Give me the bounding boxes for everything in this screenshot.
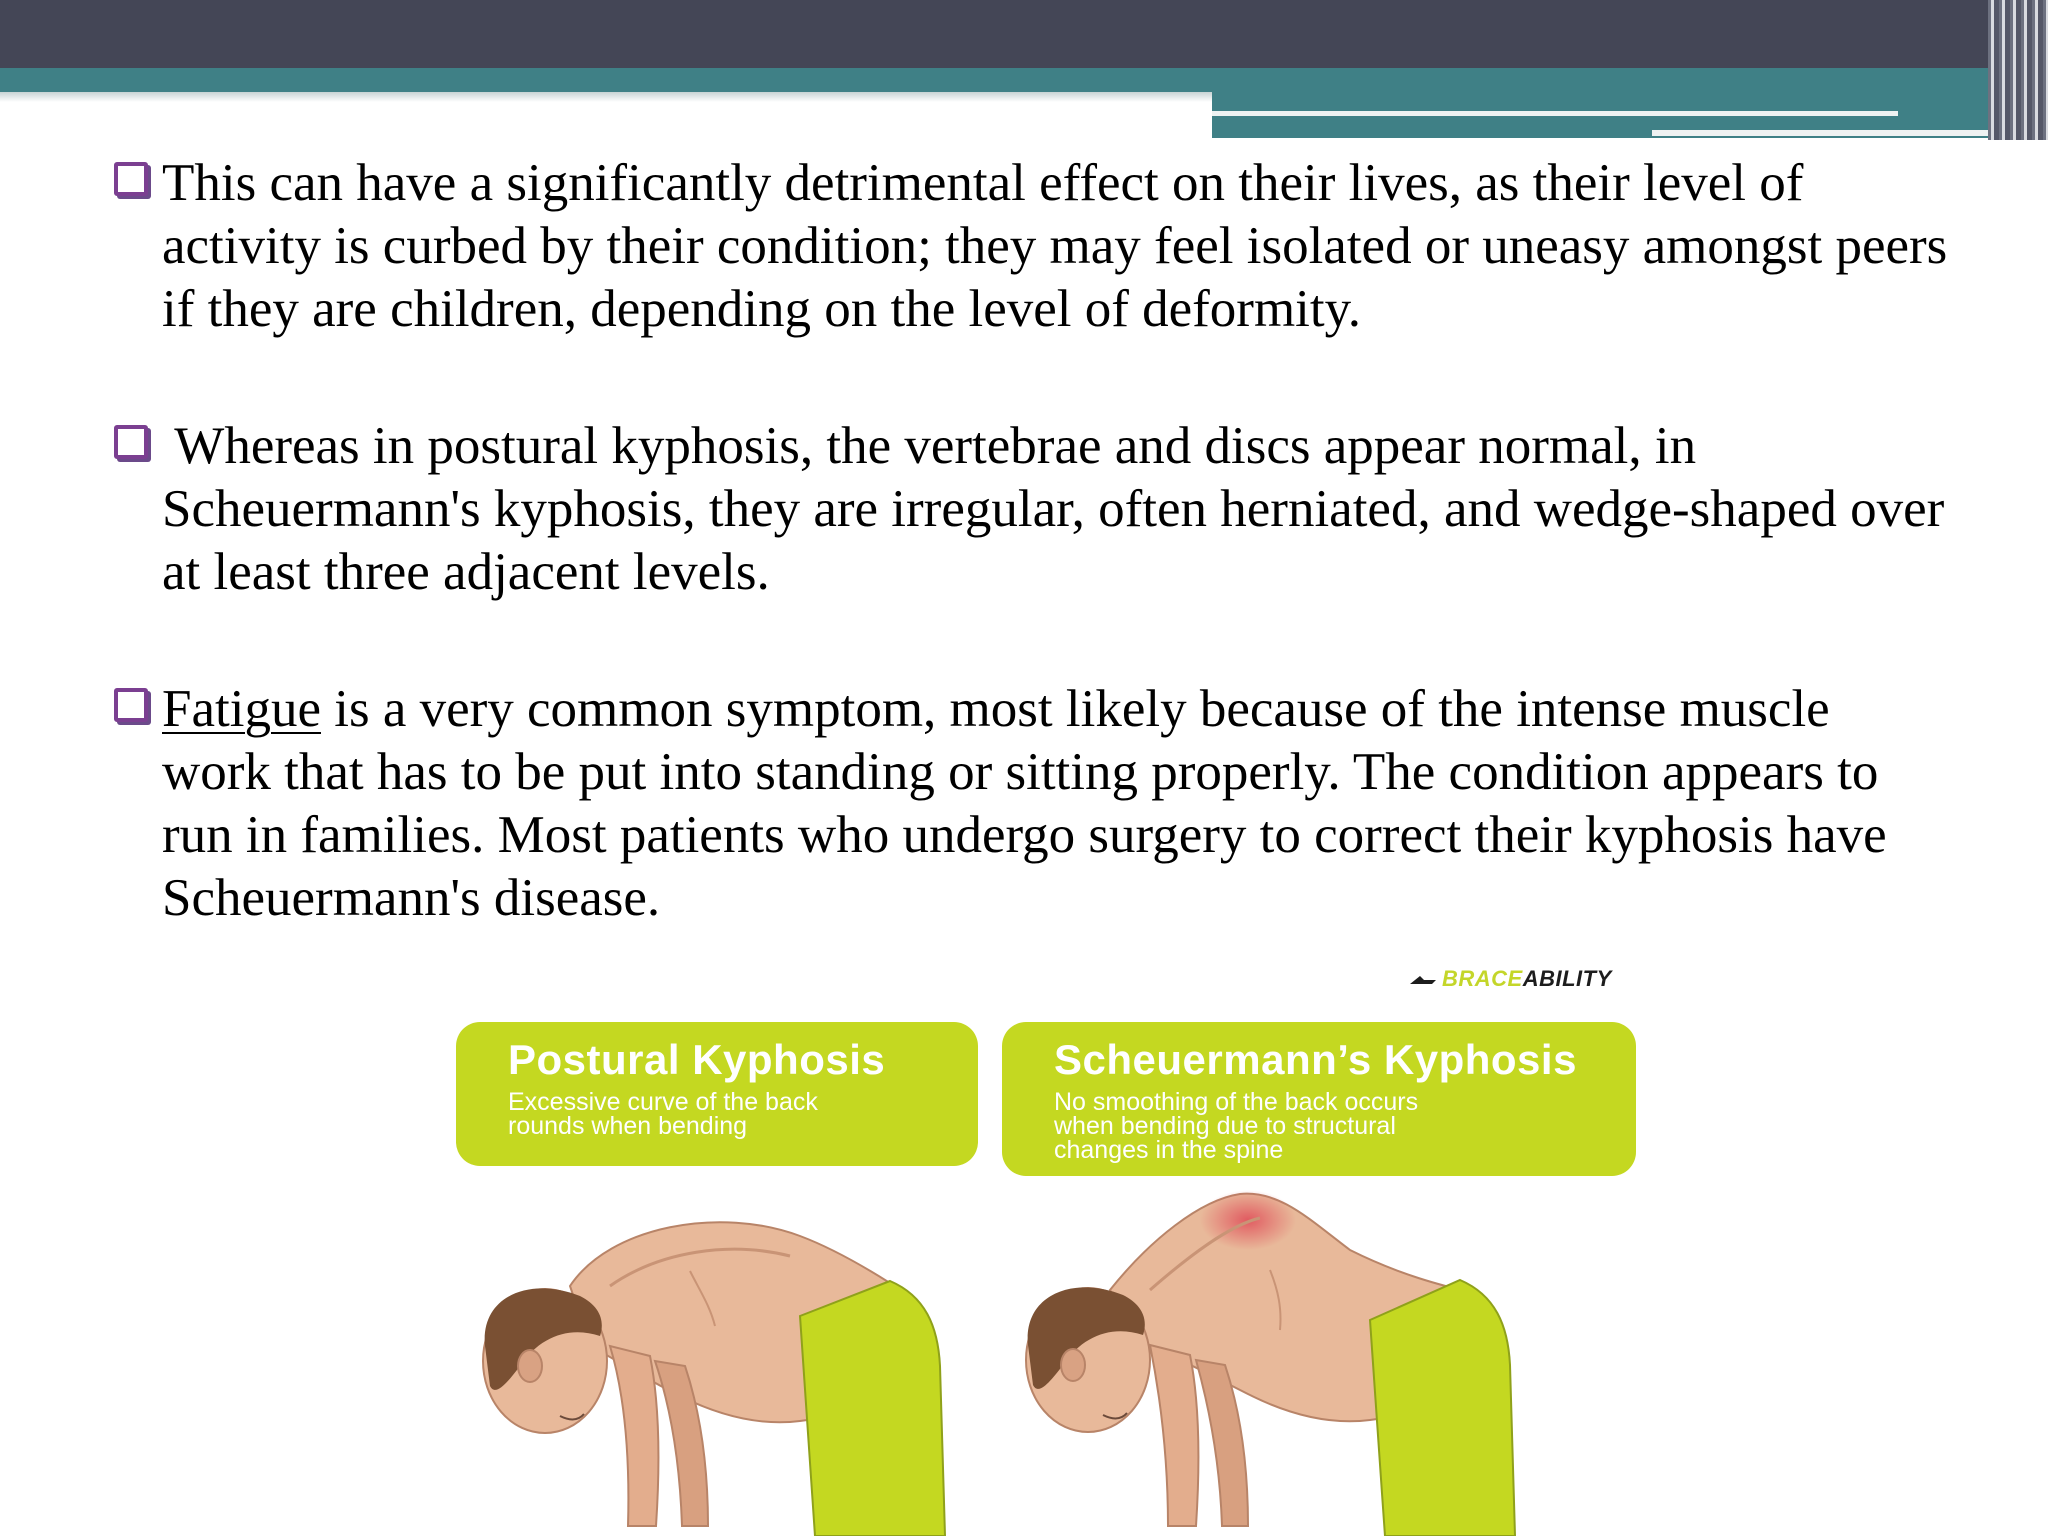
- bullet-list: [108, 152, 1948, 930]
- checkbox-bullet-icon: [114, 425, 148, 459]
- header-shadow: [0, 92, 1212, 102]
- header-accent-block: [1212, 68, 1998, 138]
- header-decorative-bars: [1988, 0, 2048, 140]
- postural-kyphosis-title: Postural Kyphosis: [508, 1036, 886, 1083]
- brace-logo-icon: [1408, 974, 1438, 986]
- bullet-item: [108, 678, 1948, 930]
- logo-ability-text: ABILITY: [1522, 966, 1612, 991]
- header-divider-line: [1212, 111, 1898, 116]
- bullet-text: is a very common symptom, most likely because of the intense muscle work that has to be put into standing or sitting properly. The condition appears to run in families. Most patients who undergo surgery to correct their kyphosis have Scheuermann's disease.: [162, 680, 1887, 927]
- header-bar: [0, 0, 2048, 68]
- postural-kyphosis-description: Excessive curve of the back rounds when bending: [508, 1088, 818, 1140]
- scheuermann-kyphosis-label: [1002, 1022, 1636, 1176]
- bullet-item: [108, 415, 1948, 604]
- postural-kyphosis-label: [456, 1022, 978, 1166]
- header-accent-stripe: [0, 68, 1212, 92]
- checkbox-bullet-icon: [114, 162, 148, 196]
- header-divider-line-short: [1652, 130, 2012, 136]
- postural-kyphosis-figure: [460, 1196, 980, 1536]
- bullet-item: [108, 152, 1948, 341]
- checkbox-bullet-icon: [114, 688, 148, 722]
- bullet-text: Whereas in postural kyphosis, the vertebrae and discs appear normal, in Scheuermann's kyphosis, they are irregular, often herniated, and wedge-shaped over at least three adjacent levels.: [162, 417, 1945, 601]
- scheuermann-kyphosis-title: Scheuermann’s Kyphosis: [1054, 1036, 1577, 1083]
- bullet-text: This can have a significantly detrimental effect on their lives, as their level of activity is curbed by their condition; they may feel isolated or uneasy amongst peers if they are children, depending on the level of deformity.: [162, 154, 1948, 338]
- bullet-leading-space: [162, 417, 174, 475]
- braceability-logo: [1408, 966, 1612, 992]
- scheuermann-kyphosis-description: No smoothing of the back occurs when bending due to structural changes in the spine: [1054, 1088, 1419, 1164]
- logo-brace-text: BRACE: [1442, 966, 1523, 991]
- fatigue-term: Fatigue: [162, 680, 321, 738]
- scheuermann-kyphosis-figure: [1010, 1180, 1570, 1536]
